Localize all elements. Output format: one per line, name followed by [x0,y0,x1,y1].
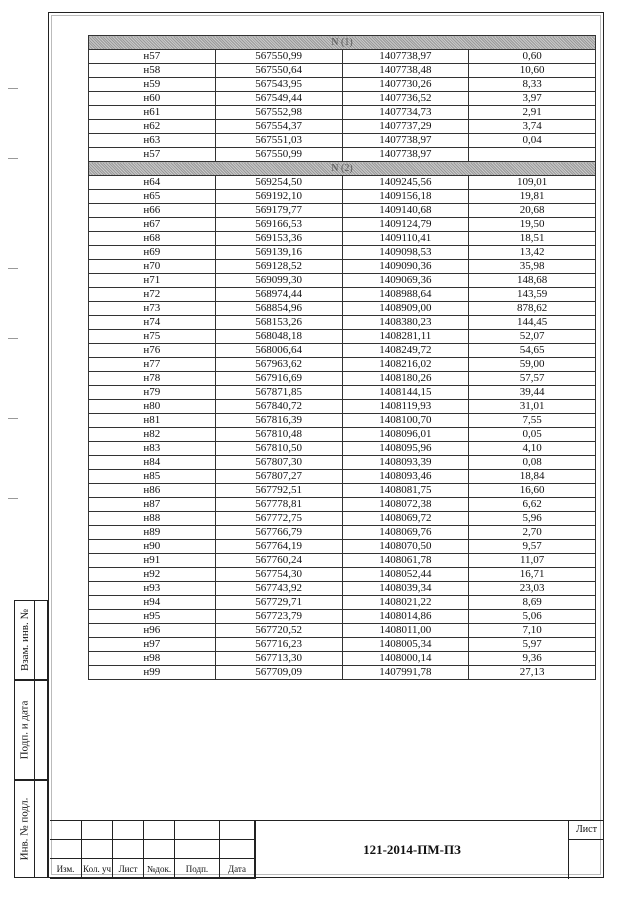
x-coord-cell: 567551,03 [215,134,342,148]
table-row [89,78,596,92]
distance-cell: 5,97 [469,638,596,652]
distance-cell: 9,57 [469,540,596,554]
x-coord-cell: 567709,09 [215,666,342,680]
x-coord-cell: 567550,99 [215,50,342,64]
y-coord-cell: 1407738,97 [342,50,469,64]
table-row [89,512,596,526]
table-row [89,582,596,596]
y-coord-cell: 1408081,75 [342,484,469,498]
x-coord-cell: 567554,37 [215,120,342,134]
point-cell: н94 [89,596,216,610]
point-cell: н95 [89,610,216,624]
y-coord-cell: 1408095,96 [342,442,469,456]
point-cell: н98 [89,652,216,666]
x-coord-cell: 567743,92 [215,582,342,596]
x-coord-cell: 567871,85 [215,386,342,400]
table-row [89,148,596,162]
distance-cell: 39,44 [469,386,596,400]
y-coord-cell: 1409245,56 [342,176,469,190]
distance-cell: 143,59 [469,288,596,302]
distance-cell: 18,51 [469,232,596,246]
x-coord-cell: 567810,48 [215,428,342,442]
x-coord-cell: 567549,44 [215,92,342,106]
y-coord-cell: 1407730,26 [342,78,469,92]
distance-cell: 8,69 [469,596,596,610]
table-row [89,568,596,582]
y-coord-cell: 1409140,68 [342,204,469,218]
y-coord-cell: 1408005,34 [342,638,469,652]
y-coord-cell: 1408093,46 [342,470,469,484]
point-cell: н82 [89,428,216,442]
table-row [89,50,596,64]
table-row [89,652,596,666]
table-row [89,232,596,246]
point-cell: н88 [89,512,216,526]
x-coord-cell: 567963,62 [215,358,342,372]
point-cell: н93 [89,582,216,596]
table-row [89,456,596,470]
x-coord-cell: 567729,71 [215,596,342,610]
table-row [89,260,596,274]
distance-cell: 16,71 [469,568,596,582]
point-cell: н72 [89,288,216,302]
y-coord-cell: 1407738,97 [342,148,469,162]
point-cell: н92 [89,568,216,582]
table-row [89,120,596,134]
y-coord-cell: 1407737,29 [342,120,469,134]
point-cell: н89 [89,526,216,540]
x-coord-cell: 567720,52 [215,624,342,638]
y-coord-cell: 1408144,15 [342,386,469,400]
point-cell: н74 [89,316,216,330]
stamp-label: Взам. инв. № [18,609,31,671]
table-row [89,330,596,344]
x-coord-cell: 567713,30 [215,652,342,666]
y-coord-cell: 1409069,36 [342,274,469,288]
table-row [89,414,596,428]
distance-cell: 6,62 [469,498,596,512]
y-coord-cell: 1408100,70 [342,414,469,428]
distance-cell: 5,96 [469,512,596,526]
y-coord-cell: 1408249,72 [342,344,469,358]
distance-cell: 16,60 [469,484,596,498]
group-header-label: N (2) [89,162,596,176]
y-coord-cell: 1408061,78 [342,554,469,568]
distance-cell: 59,00 [469,358,596,372]
x-coord-cell: 567723,79 [215,610,342,624]
point-cell: н81 [89,414,216,428]
distance-cell: 19,81 [469,190,596,204]
table-row [89,204,596,218]
document-code: 121-2014-ПМ-ПЗ [255,821,568,879]
point-cell: н83 [89,442,216,456]
table-row [89,484,596,498]
point-cell: н77 [89,358,216,372]
table-row [89,540,596,554]
y-coord-cell: 1408014,86 [342,610,469,624]
distance-cell: 5,06 [469,610,596,624]
x-coord-cell: 567550,99 [215,148,342,162]
distance-cell: 11,07 [469,554,596,568]
y-coord-cell: 1408070,50 [342,540,469,554]
distance-cell [469,148,596,162]
distance-cell: 0,08 [469,456,596,470]
x-coord-cell: 567764,19 [215,540,342,554]
y-coord-cell: 1408180,26 [342,372,469,386]
x-coord-cell: 569192,10 [215,190,342,204]
x-coord-cell: 569099,30 [215,274,342,288]
table-row [89,176,596,190]
x-coord-cell: 567716,23 [215,638,342,652]
y-coord-cell: 1408011,00 [342,624,469,638]
x-coord-cell: 568854,96 [215,302,342,316]
point-cell: н64 [89,176,216,190]
x-coord-cell: 569254,50 [215,176,342,190]
y-coord-cell: 1408119,93 [342,400,469,414]
x-coord-cell: 567550,64 [215,64,342,78]
y-coord-cell: 1408072,38 [342,498,469,512]
x-coord-cell: 567552,98 [215,106,342,120]
point-cell: н75 [89,330,216,344]
table-row [89,554,596,568]
y-coord-cell: 1408093,39 [342,456,469,470]
x-coord-cell: 569128,52 [215,260,342,274]
table-row [89,386,596,400]
x-coord-cell: 567543,95 [215,78,342,92]
table-row [89,638,596,652]
table-row [89,428,596,442]
point-cell: н85 [89,470,216,484]
y-coord-cell: 1408021,22 [342,596,469,610]
point-cell: н86 [89,484,216,498]
point-cell: н67 [89,218,216,232]
x-coord-cell: 567840,72 [215,400,342,414]
distance-cell: 144,45 [469,316,596,330]
point-cell: н73 [89,302,216,316]
point-cell: н97 [89,638,216,652]
table-row [89,302,596,316]
table-row [89,92,596,106]
x-coord-cell: 567760,24 [215,554,342,568]
stamp-label: Инв. № подл. [18,797,31,861]
distance-cell: 57,57 [469,372,596,386]
point-cell: н68 [89,232,216,246]
x-coord-cell: 567766,79 [215,526,342,540]
table-row [89,134,596,148]
table-row [89,190,596,204]
point-cell: н71 [89,274,216,288]
table-row [89,64,596,78]
table-row [89,400,596,414]
distance-cell: 27,13 [469,666,596,680]
tb-label-podp: Подп. [175,859,220,879]
point-cell: н76 [89,344,216,358]
point-cell: н91 [89,554,216,568]
table-row [89,316,596,330]
y-coord-cell: 1408096,01 [342,428,469,442]
y-coord-cell: 1409156,18 [342,190,469,204]
point-cell: н61 [89,106,216,120]
sheet-number-box [568,821,604,879]
table-row [89,470,596,484]
distance-cell: 0,60 [469,50,596,64]
point-cell: н80 [89,400,216,414]
y-coord-cell: 1408281,11 [342,330,469,344]
stamp-label: Подп. и дата [18,700,31,760]
distance-cell: 2,70 [469,526,596,540]
y-coord-cell: 1409124,79 [342,218,469,232]
distance-cell: 3,74 [469,120,596,134]
stamp-signature-date [14,680,48,780]
x-coord-cell: 567792,51 [215,484,342,498]
group-header-row [89,162,596,176]
table-row [89,344,596,358]
x-coord-cell: 569179,77 [215,204,342,218]
x-coord-cell: 567810,50 [215,442,342,456]
y-coord-cell: 1407736,52 [342,92,469,106]
x-coord-cell: 567772,75 [215,512,342,526]
x-coord-cell: 567807,27 [215,470,342,484]
table-row [89,596,596,610]
distance-cell: 109,01 [469,176,596,190]
y-coord-cell: 1408052,44 [342,568,469,582]
table-row [89,442,596,456]
distance-cell: 54,65 [469,344,596,358]
x-coord-cell: 567778,81 [215,498,342,512]
y-coord-cell: 1409090,36 [342,260,469,274]
y-coord-cell: 1407738,97 [342,134,469,148]
point-cell: н59 [89,78,216,92]
distance-cell: 4,10 [469,442,596,456]
tb-label-data: Дата [220,859,255,879]
point-cell: н70 [89,260,216,274]
x-coord-cell: 567754,30 [215,568,342,582]
x-coord-cell: 567816,39 [215,414,342,428]
title-block [50,820,604,878]
table-row [89,498,596,512]
distance-cell: 7,10 [469,624,596,638]
point-cell: н58 [89,64,216,78]
distance-cell: 31,01 [469,400,596,414]
distance-cell: 19,50 [469,218,596,232]
y-coord-cell: 1409098,53 [342,246,469,260]
distance-cell: 8,33 [469,78,596,92]
stamp-original-inv [14,780,48,878]
distance-cell: 20,68 [469,204,596,218]
point-cell: н84 [89,456,216,470]
distance-cell: 2,91 [469,106,596,120]
x-coord-cell: 567916,69 [215,372,342,386]
table-row [89,526,596,540]
point-cell: н90 [89,540,216,554]
y-coord-cell: 1407991,78 [342,666,469,680]
distance-cell: 7,55 [469,414,596,428]
y-coord-cell: 1408909,00 [342,302,469,316]
tb-label-izm: Изм. [50,859,82,879]
tb-label-list: Лист [113,859,144,879]
point-cell: н69 [89,246,216,260]
y-coord-cell: 1409110,41 [342,232,469,246]
x-coord-cell: 568974,44 [215,288,342,302]
y-coord-cell: 1408069,72 [342,512,469,526]
x-coord-cell: 569139,16 [215,246,342,260]
point-cell: н96 [89,624,216,638]
table-row [89,288,596,302]
table-row [89,358,596,372]
point-cell: н60 [89,92,216,106]
point-cell: н62 [89,120,216,134]
point-cell: н65 [89,190,216,204]
distance-cell: 148,68 [469,274,596,288]
x-coord-cell: 568006,64 [215,344,342,358]
table-row [89,666,596,680]
table-row [89,218,596,232]
x-coord-cell: 568153,26 [215,316,342,330]
y-coord-cell: 1407734,73 [342,106,469,120]
point-cell: н99 [89,666,216,680]
point-cell: н63 [89,134,216,148]
distance-cell: 13,42 [469,246,596,260]
y-coord-cell: 1407738,48 [342,64,469,78]
y-coord-cell: 1408216,02 [342,358,469,372]
distance-cell: 23,03 [469,582,596,596]
tb-label-kol-uch: Кол. уч [82,859,113,879]
x-coord-cell: 569166,53 [215,218,342,232]
point-cell: н79 [89,386,216,400]
table-row [89,372,596,386]
table-row [89,610,596,624]
point-cell: н78 [89,372,216,386]
y-coord-cell: 1408000,14 [342,652,469,666]
point-cell: н57 [89,50,216,64]
y-coord-cell: 1408988,64 [342,288,469,302]
y-coord-cell: 1408039,34 [342,582,469,596]
coordinates-table [88,35,596,680]
distance-cell: 10,60 [469,64,596,78]
point-cell: н87 [89,498,216,512]
x-coord-cell: 569153,36 [215,232,342,246]
distance-cell: 52,07 [469,330,596,344]
distance-cell: 3,97 [469,92,596,106]
distance-cell: 878,62 [469,302,596,316]
distance-cell: 18,84 [469,470,596,484]
title-block-grid [50,821,255,879]
table-row [89,246,596,260]
point-cell: н57 [89,148,216,162]
y-coord-cell: 1408380,23 [342,316,469,330]
table-row [89,624,596,638]
table-row [89,274,596,288]
x-coord-cell: 568048,18 [215,330,342,344]
y-coord-cell: 1408069,76 [342,526,469,540]
sheet-label: Лист [569,821,604,840]
group-header-label: N (1) [89,36,596,50]
distance-cell: 0,05 [469,428,596,442]
distance-cell: 9,36 [469,652,596,666]
point-cell: н66 [89,204,216,218]
group-header-row [89,36,596,50]
stamp-replaced-inv [14,600,48,680]
x-coord-cell: 567807,30 [215,456,342,470]
distance-cell: 0,04 [469,134,596,148]
distance-cell: 35,98 [469,260,596,274]
tb-label-ndok: №док. [144,859,175,879]
table-row [89,106,596,120]
